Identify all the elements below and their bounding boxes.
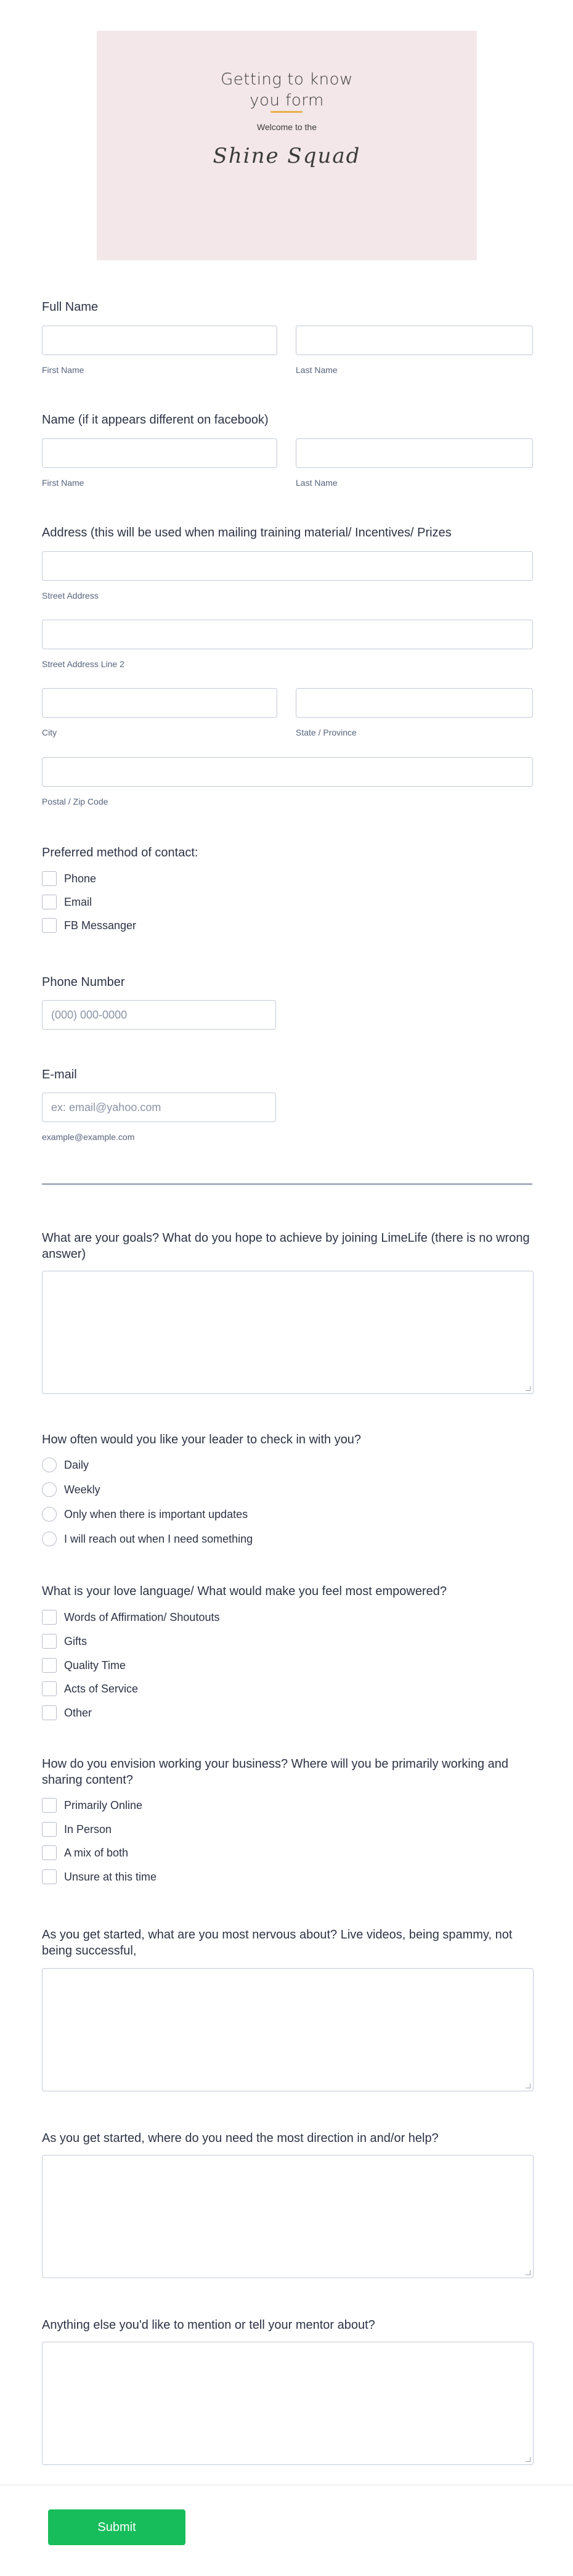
option-label: Phone [64,872,97,885]
checkbox[interactable] [42,1634,57,1649]
street-address-sublabel: Street Address [42,591,99,601]
goals-textarea[interactable] [42,1271,534,1394]
option-label: I will reach out when I need something [64,1532,253,1545]
checkbox[interactable] [42,1869,57,1884]
option-label: Quality Time [64,1659,126,1672]
email-input[interactable]: ex: email@yahoo.com [42,1093,276,1122]
contact-option-fb[interactable] [42,917,136,933]
love-option-gifts[interactable] [42,1633,87,1649]
love-language-label: What is your love language/ What would make you feel most empowered? [42,1585,447,1598]
business-label: How do you envision working your business? Where will you be primarily working and sharing content? [42,1757,509,1787]
fb-name-label: Name (if it appears different on facebook) [42,413,269,427]
nervous-textarea[interactable] [42,1968,534,2091]
option-label: A mix of both [64,1846,129,1859]
zip-sublabel: Postal / Zip Code [42,797,108,806]
form-title: Getting to know you form [221,70,353,110]
resize-handle[interactable] [526,2270,530,2275]
checkbox[interactable] [42,895,57,909]
checkin-option-daily[interactable] [42,1457,89,1473]
script-logo: Shine Squad [213,144,361,168]
anything-else-textarea[interactable] [42,2342,534,2465]
fb-first-name-sublabel: First Name [42,478,84,488]
address-label: Address (this will be used when mailing training material/ Incentives/ Prizes [42,526,452,539]
last-name-input[interactable] [296,326,533,355]
resize-handle[interactable] [526,1386,530,1391]
checkbox[interactable] [42,1845,57,1860]
radio-button[interactable] [42,1482,57,1497]
radio-button[interactable] [42,1532,57,1546]
nervous-label: As you get started, what are you most nervous about? Live videos, being spammy, not being successful, [42,1928,513,1958]
option-label: Unsure at this time [64,1870,157,1883]
business-option-mix[interactable] [42,1845,128,1861]
checkin-label: How often would you like your leader to check in with you? [42,1433,362,1446]
city-sublabel: City [42,728,57,737]
checkbox[interactable] [42,1610,57,1625]
fb-first-name-input[interactable] [42,438,277,468]
direction-label: As you get started, where do you need the most direction in and/or help? [42,2131,439,2145]
option-label: Other [64,1706,92,1719]
love-option-acts[interactable] [42,1681,138,1697]
love-option-words[interactable] [42,1609,219,1625]
zip-input[interactable] [42,757,533,787]
first-name-input[interactable] [42,326,277,355]
email-sublabel: example@example.com [42,1132,135,1142]
option-label: Primarily Online [64,1799,143,1811]
form-header [97,31,477,260]
contact-option-email[interactable] [42,894,92,910]
street-address-2-sublabel: Street Address Line 2 [42,659,124,669]
fb-last-name-sublabel: Last Name [296,478,338,488]
checkbox[interactable] [42,871,57,886]
checkbox[interactable] [42,1681,57,1696]
goals-label: What are your goals? What do you hope to achieve by joining LimeLife (there is no wrong answer) [42,1231,530,1261]
last-name-sublabel: Last Name [296,365,338,375]
state-input[interactable] [296,688,533,718]
phone-input[interactable]: (000) 000-0000 [42,1000,276,1030]
business-option-in-person[interactable] [42,1821,112,1837]
option-label: In Person [64,1823,112,1836]
welcome-text: Welcome to the [256,122,317,132]
resize-handle[interactable] [526,2457,530,2462]
phone-label: Phone Number [42,975,125,989]
city-input[interactable] [42,688,277,718]
checkin-option-updates[interactable] [42,1506,248,1522]
business-option-online[interactable] [42,1797,142,1813]
title-underline [270,111,303,113]
contact-method-label: Preferred method of contact: [42,846,198,859]
state-sublabel: State / Province [296,728,357,737]
checkin-option-reach-out[interactable] [42,1531,253,1547]
street-address-2-input[interactable] [42,620,533,649]
resize-handle[interactable] [526,2083,530,2088]
submit-button[interactable]: Submit [48,2509,185,2545]
love-option-other[interactable] [42,1705,92,1721]
fb-last-name-input[interactable] [296,438,533,468]
anything-else-label: Anything else you'd like to mention or tell your mentor about? [42,2318,375,2332]
love-option-quality-time[interactable] [42,1657,126,1673]
option-label: Acts of Service [64,1682,139,1695]
radio-button[interactable] [42,1507,57,1522]
section-divider [42,1183,532,1185]
checkbox[interactable] [42,1705,57,1720]
direction-textarea[interactable] [42,2155,534,2278]
option-label: Weekly [64,1483,100,1496]
checkbox[interactable] [42,918,57,933]
option-label: Only when there is important updates [64,1507,248,1520]
checkbox[interactable] [42,1658,57,1673]
option-label: FB Messanger [64,919,137,932]
full-name-label: Full Name [42,300,99,314]
checkin-option-weekly[interactable] [42,1482,100,1498]
checkbox[interactable] [42,1822,57,1837]
option-label: Words of Affirmation/ Shoutouts [64,1610,220,1623]
option-label: Daily [64,1458,89,1471]
first-name-sublabel: First Name [42,365,84,375]
contact-option-phone[interactable] [42,871,96,887]
email-label: E-mail [42,1068,77,1081]
street-address-input[interactable] [42,551,533,581]
checkbox[interactable] [42,1798,57,1813]
option-label: Gifts [64,1635,87,1647]
option-label: Email [64,895,92,908]
radio-button[interactable] [42,1458,57,1472]
business-option-unsure[interactable] [42,1869,156,1885]
